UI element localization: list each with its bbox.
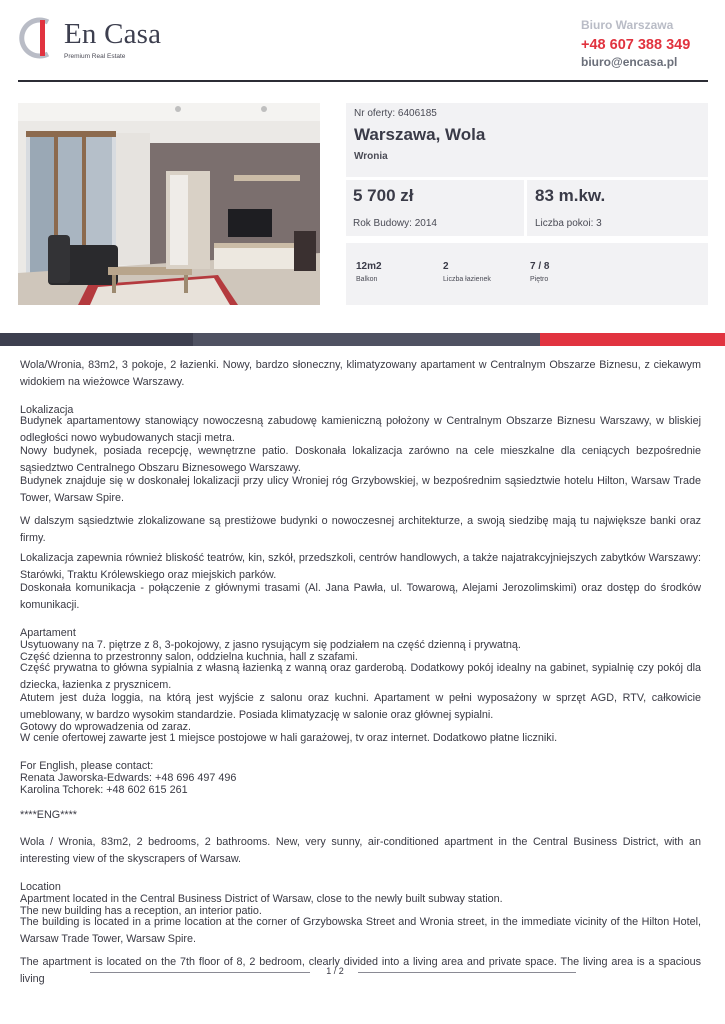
build-year: Rok Budowy: 2014 (353, 218, 437, 229)
stat-value: 2 (443, 261, 449, 272)
color-band (0, 333, 725, 346)
page-footer (0, 962, 725, 982)
desc-paragraph: Wola / Wronia, 83m2, 2 bedrooms, 2 bathrooms. New, very sunny, air-conditioned apartment in the Central Business District, with an interesting view of the skyscrapers of Warsaw. (20, 836, 701, 865)
stat-bathrooms (443, 261, 491, 283)
stat-label: Piętro (530, 276, 549, 283)
page-number: 1 / 2 (326, 966, 344, 976)
desc-paragraph: Część prywatna to główna sypialnia z własną łazienką z wanną oraz garderobą. Dodatkowy pokój idealny na gabinet, sypialnię czy pokój dla dziecka, łazienka z prysznicem. (20, 662, 701, 691)
stat-value: 7 / 8 (530, 261, 550, 272)
brand-name: En Casa (64, 18, 162, 50)
desc-line: ****ENG**** (20, 809, 78, 821)
stat-label: Liczba łazienek (443, 276, 491, 283)
desc-paragraph: Wola/Wronia, 83m2, 3 pokoje, 2 łazienki. Nowy, bardzo słoneczny, klimatyzowany apartament w Centralnym Obszarze Biznesu, z ciekawym widokiem na wieżowce Warszawy. (20, 359, 701, 388)
desc-paragraph: Gotowy do wprowadzenia od zaraz. (20, 721, 192, 733)
desc-paragraph: The building is located in a prime location at the corner of Grzybowska Street and Wronia street, in the immediate vicinity of the Hilton Hotel, Warsaw Trade Tower, Warsaw Spire. (20, 916, 701, 945)
desc-paragraph: Lokalizacja zapewnia również bliskość teatrów, kin, szkół, przedszkoli, centrów handlowych, a także najatrakcyjniejszych zabytków Warszawy: Starówki, Traktu Królewskiego oraz miejskich parków. (20, 552, 701, 581)
desc-paragraph: Budynek znajduje się w doskonałej lokalizacji przy ulicy Wroniej róg Grzybowskiej, w bezpośrednim sąsiedztwie hotelu Hilton, Warsaw Trade Tower, Warsaw Spire. (20, 475, 701, 504)
band-red (540, 333, 725, 346)
stat-floor (530, 261, 549, 283)
desc-paragraph: Usytuowany na 7. piętrze z 8, 3-pokojowy, z jasno rysującym się podziałem na część dzienną i prywatną. (20, 639, 521, 651)
stat-balcony (356, 261, 382, 283)
stat-value: 12m2 (356, 261, 382, 272)
listing-summary-panel (346, 103, 708, 177)
band-dark (0, 333, 193, 346)
logo-mark-icon (18, 16, 58, 60)
living-room-image (18, 103, 320, 305)
office-name: Biuro Warszawa (581, 18, 674, 32)
listing-city: Warszawa, Wola (354, 125, 486, 144)
brand-tagline: Premium Real Estate (64, 53, 126, 60)
desc-paragraph: Apartment located in the Central Business District of Warsaw, close to the newly built subway station. (20, 893, 503, 905)
desc-paragraph: W dalszym sąsiedztwie zlokalizowane są prestiżowe budynki o nowoczesnej architekturze, a swoją siedzibę mają tu największe banki oraz firmy. (20, 515, 701, 544)
footer-line-left (90, 972, 310, 973)
band-mid (193, 333, 540, 346)
desc-line: For English, please contact: (20, 760, 154, 772)
desc-line[interactable]: Karolina Tchorek: +48 602 615 261 (20, 784, 188, 796)
email-link[interactable]: biuro@encasa.pl (581, 55, 678, 69)
desc-paragraph: Budynek apartamentowy stanowiący nowoczesną zabudowę kamieniczną położony w Centralnym Obszarze Biznesu Warszawy, w bliskiej odległości nowo wybudowanych stacji metra. (20, 415, 701, 444)
footer-line-right (358, 972, 576, 973)
desc-paragraph: The new building has a reception, an interior patio. (20, 905, 262, 917)
desc-paragraph: Nowy budynek, posiada recepcję, wewnętrzne patio. Doskonała lokalizacja zarówno na cele mieszkalne dla ceniących bezpośrednie sąsiedztwo Centralnego Obszaru Biznesowego Warszawy. (20, 445, 701, 474)
listing-photo[interactable] (18, 103, 320, 305)
brand-logo[interactable] (18, 16, 218, 66)
desc-paragraph: W cenie ofertowej zawarte jest 1 miejsce postojowe w hali garażowej, tv oraz internet. Dodatkowo płatne liczniki. (20, 732, 558, 744)
listing-street: Wronia (354, 151, 388, 162)
area-panel (527, 180, 708, 236)
section-heading: Lokalizacja (20, 404, 74, 416)
stats-panel (346, 243, 708, 305)
listing-description (20, 357, 701, 988)
section-heading: Apartament (20, 627, 76, 639)
offer-number: Nr oferty: 6406185 (354, 108, 437, 119)
header-divider (18, 80, 708, 82)
section-heading: Location (20, 881, 61, 893)
contact-block (581, 18, 691, 69)
phone-link[interactable]: +48 607 388 349 (581, 37, 691, 53)
stat-label: Balkon (356, 276, 378, 283)
desc-paragraph: Atutem jest duża loggia, na którą jest wyjście z salonu oraz kuchni. Apartament w pełni wyposażony w sprzęt AGD, RTV, całkowicie umeblowany, w bardzo wysokim standardzie. Posiada klimatyzację w salonie oraz głównej sypialni. (20, 692, 701, 721)
desc-paragraph: The apartment is located on the 7th floor of 8, 2 bedroom, clearly divided into a living area and private space. The living area is a spacious living (20, 956, 701, 985)
desc-line[interactable]: Renata Jaworska-Edwards: +48 696 497 496 (20, 772, 237, 784)
listing-area: 83 m.kw. (535, 186, 606, 205)
listing-price: 5 700 zł (353, 186, 414, 205)
desc-paragraph: Doskonała komunikacja - połączenie z głównymi trasami (Al. Jana Pawła, ul. Towarową, Alejami Jerozolimskimi) oraz dostęp do środków komunikacji. (20, 582, 701, 611)
header (0, 0, 725, 82)
price-panel (346, 180, 524, 236)
room-count: Liczba pokoi: 3 (535, 218, 602, 229)
desc-paragraph: Część dzienna to przestronny salon, oddzielna kuchnia, hall z szafami. (20, 651, 358, 663)
